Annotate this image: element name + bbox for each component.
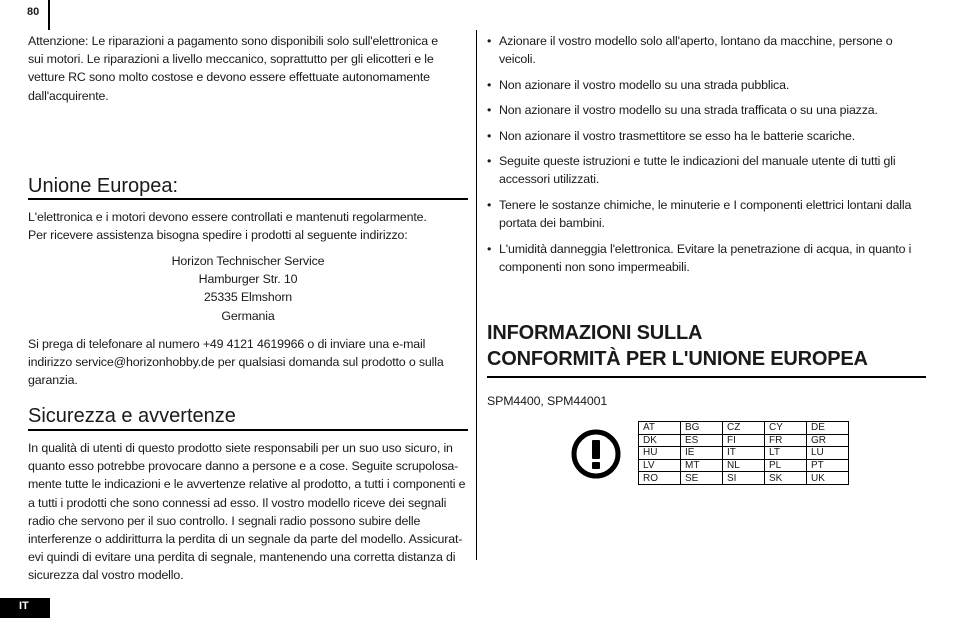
country-cell: MT	[681, 459, 723, 472]
country-cell: PT	[807, 459, 849, 472]
country-cell: GR	[807, 434, 849, 447]
safety-heading: Sicurezza e avvertenze	[28, 405, 236, 427]
contact-paragraph: Si prega di telefonare al numero +49 4121 4619966 o di inviare una e-mail indirizzo service@horizonhobby.de per qualsiasi domanda sul prodotto o sulla garanzia.	[28, 337, 444, 388]
conformity-heading-line: CONFORMITÀ PER L'UNIONE EUROPEA	[487, 348, 868, 370]
bullet-item: • Tenere le sostanze chimiche, le minuterie e I componenti elettrici lontani dalla portata dei bambini.	[487, 196, 932, 232]
country-cell: DE	[807, 422, 849, 435]
intro-paragraph: Attenzione: Le riparazioni a pagamento sono disponibili solo sull'elettronica e sui motori. Le riparazioni a livello meccanico, soprattutto per gli elicotteri e le vetture RC sono molto costose e devono essere effettuate autonomamente dall'acquirente.	[28, 34, 438, 103]
table-row	[639, 447, 849, 460]
country-cell: CZ	[723, 422, 765, 435]
conformity-heading-line: INFORMAZIONI SULLA	[487, 322, 703, 344]
address-line: 25335 Elmshorn	[203, 290, 293, 305]
conformity-heading	[487, 320, 927, 372]
table-row	[639, 472, 849, 485]
country-cell: DK	[639, 434, 681, 447]
eu-country-table	[638, 421, 849, 485]
eu-heading: Unione Europea:	[28, 175, 179, 197]
country-cell: IT	[723, 447, 765, 460]
country-cell: IE	[681, 447, 723, 460]
country-cell: BG	[681, 422, 723, 435]
address-line: Germania	[221, 308, 275, 323]
country-cell: LV	[639, 459, 681, 472]
language-tab-label: IT	[19, 600, 29, 612]
country-cell: NL	[723, 459, 765, 472]
eu-country-table-wrapper	[638, 421, 849, 485]
eu-paragraph: L'elettronica e i motori devono essere controllati e mantenuti regolarmente. Per ricevere assistenza bisogna spedire i prodotti al seguente indirizzo:	[28, 210, 427, 243]
column-divider	[476, 30, 477, 560]
model-numbers: SPM4400, SPM44001	[487, 394, 608, 408]
country-cell: SK	[765, 472, 807, 485]
page-number-bar	[48, 0, 50, 30]
conformity-heading-rule	[487, 376, 926, 378]
table-row	[639, 434, 849, 447]
country-cell: HU	[639, 447, 681, 460]
country-cell: FR	[765, 434, 807, 447]
bullet-item: • Non azionare il vostro trasmettitore se esso ha le batterie scariche.	[487, 127, 932, 145]
safety-paragraph: In qualità di utenti di questo prodotto siete responsabili per un suo uso sicuro, in quanto esso potrebbe provocare danno a persone e a cose. Seguite scrupolosa-mente tutte le indicazioni e le avvertenze relative al prodotto, a tutti i componenti e a tutti i prodotti che sono connessi ad esso. Il vostro modello riceve dei segnali radio che servono per il suo controllo. I segnali radio possono subire delle interferenze o addiritturra la perdita di un segnale da parte del modello. Assicurat-evi quindi di evitare una perdita di segnale, mantenendo una corretta distanza di sicurezza dal vostro modello.	[28, 441, 466, 583]
country-cell: PL	[765, 459, 807, 472]
address-line: Hamburger Str. 10	[198, 272, 298, 287]
country-cell: SE	[681, 472, 723, 485]
service-address	[28, 252, 468, 325]
bullet-item: • Non azionare il vostro modello su una strada pubblica.	[487, 76, 932, 94]
country-cell: ES	[681, 434, 723, 447]
bullet-item: • Azionare il vostro modello solo all'aperto, lontano da macchine, persone o veicoli.	[487, 32, 932, 68]
country-cell: LU	[807, 447, 849, 460]
country-cell: UK	[807, 472, 849, 485]
country-cell: SI	[723, 472, 765, 485]
country-cell: LT	[765, 447, 807, 460]
bullet-item: • L'umidità danneggia l'elettronica. Evitare la penetrazione di acqua, in quanto i componenti non sono impermeabili.	[487, 240, 932, 276]
table-row	[639, 422, 849, 435]
bullet-item: • Non azionare il vostro modello su una strada trafficata o su una piazza.	[487, 101, 932, 119]
bullet-item: • Seguite queste istruzioni e tutte le indicazioni del manuale utente di tutti gli accessori utilizzati.	[487, 152, 932, 188]
address-line: Horizon Technischer Service	[171, 254, 325, 268]
safety-bullet-list	[487, 32, 932, 283]
country-cell: RO	[639, 472, 681, 485]
country-cell: CY	[765, 422, 807, 435]
page-number: 80	[27, 6, 40, 18]
country-cell: AT	[639, 422, 681, 435]
exclamation-circle-icon	[570, 428, 622, 480]
table-row	[639, 459, 849, 472]
country-cell: FI	[723, 434, 765, 447]
safety-heading-rule	[28, 429, 468, 431]
eu-heading-rule	[28, 198, 468, 200]
